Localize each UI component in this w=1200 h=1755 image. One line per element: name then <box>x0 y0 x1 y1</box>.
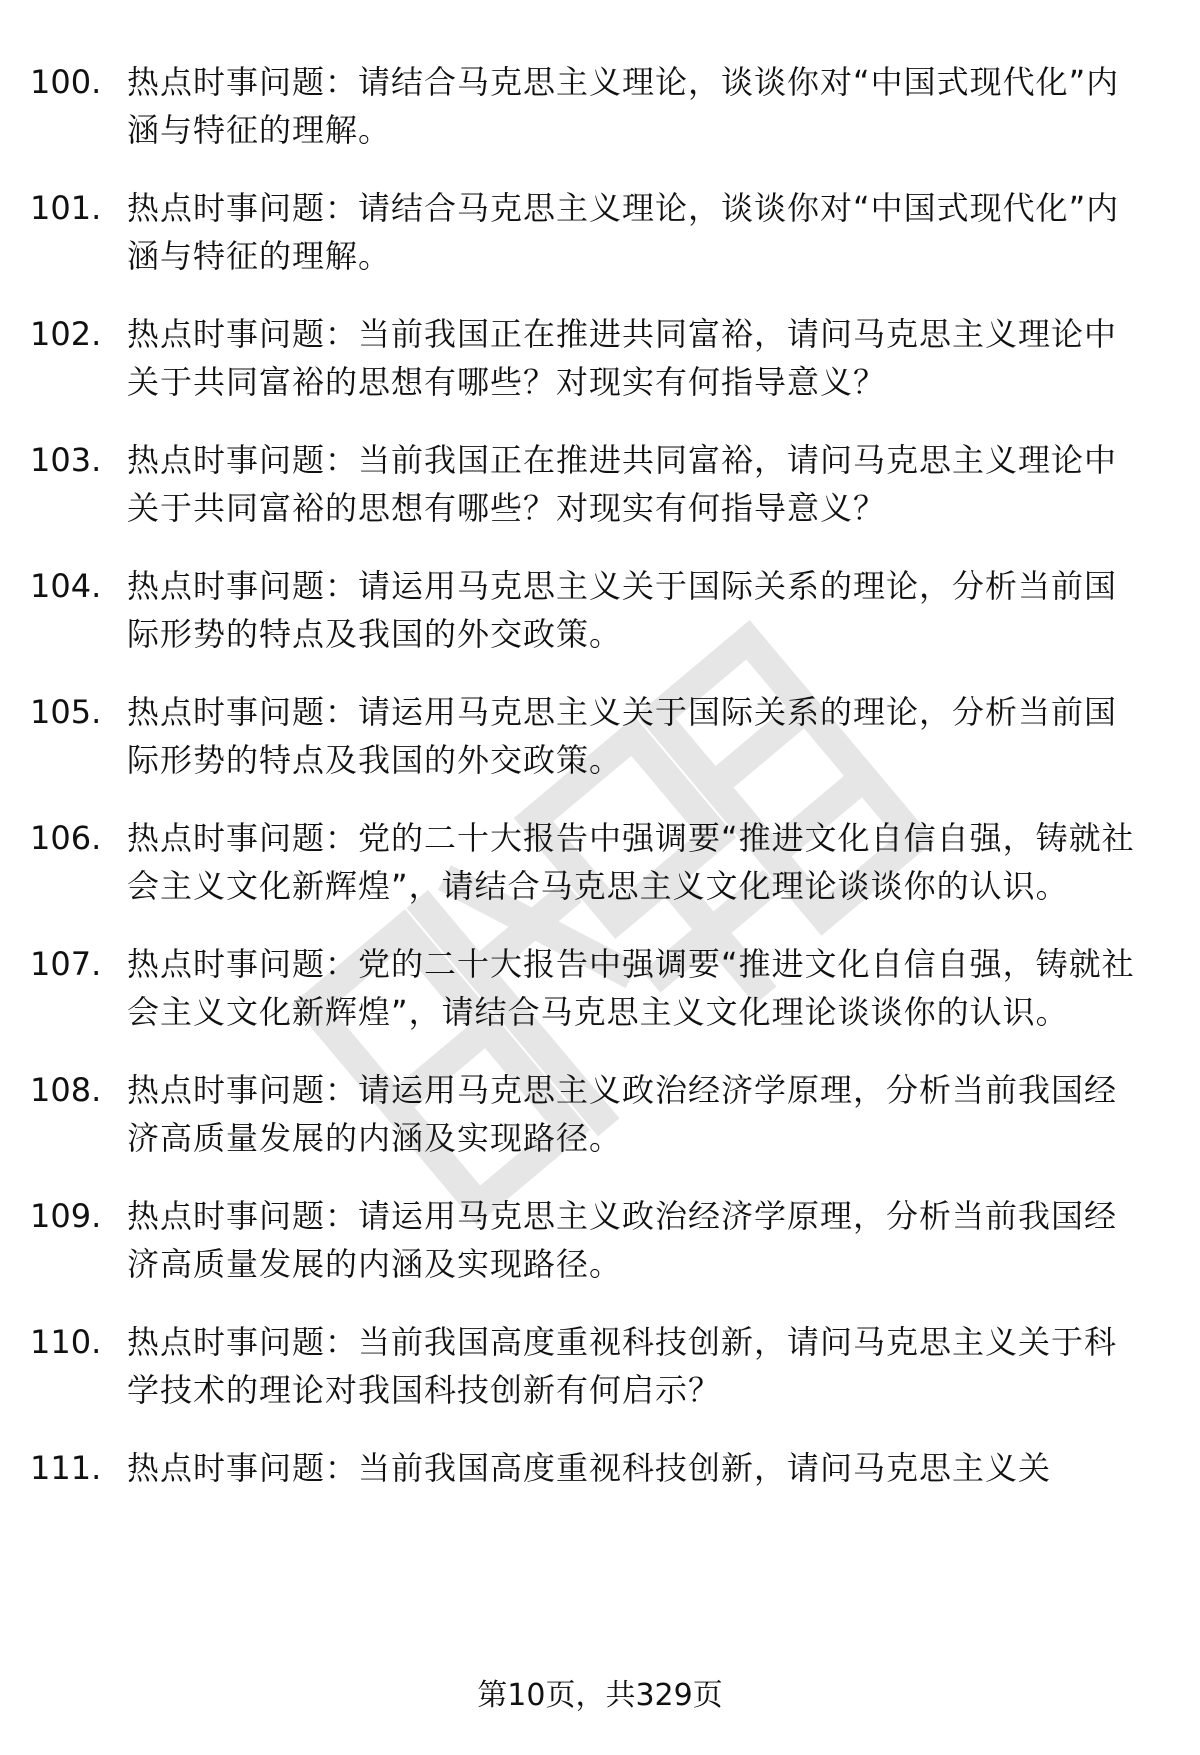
question-number: 109. <box>30 1197 102 1235</box>
question-number: 108. <box>30 1071 102 1109</box>
question-number: 110. <box>30 1323 102 1361</box>
question-number: 106. <box>30 819 102 857</box>
question-text: 热点时事问题：请运用马克思主义政治经济学原理，分析当前我国经济高质量发展的内涵及实现路径。 <box>127 1197 1118 1283</box>
question-number: 101. <box>30 189 102 227</box>
question-item <box>0 1444 1200 1492</box>
question-item <box>0 58 1200 154</box>
question-item <box>0 940 1200 1036</box>
question-text: 热点时事问题：党的二十大报告中强调要“推进文化自信自强，铸就社会主义文化新辉煌”，请结合马克思主义文化理论谈谈你的认识。 <box>127 819 1135 905</box>
question-number: 103. <box>30 441 102 479</box>
question-item <box>0 436 1200 532</box>
question-item <box>0 1318 1200 1414</box>
question-text: 热点时事问题：当前我国高度重视科技创新，请问马克思主义关于科学技术的理论对我国科技创新有何启示？ <box>127 1323 1118 1409</box>
question-number: 102. <box>30 315 102 353</box>
question-text: 热点时事问题：请运用马克思主义关于国际关系的理论，分析当前国际形势的特点及我国的外交政策。 <box>127 567 1118 653</box>
question-number: 105. <box>30 693 102 731</box>
question-number: 111. <box>30 1449 102 1487</box>
question-item <box>0 310 1200 406</box>
page-footer: 第10页，共329页 <box>477 1678 723 1713</box>
question-item <box>0 688 1200 784</box>
question-text: 热点时事问题：请运用马克思主义政治经济学原理，分析当前我国经济高质量发展的内涵及实现路径。 <box>127 1071 1118 1157</box>
question-text: 热点时事问题：当前我国正在推进共同富裕，请问马克思主义理论中关于共同富裕的思想有哪些？对现实有何指导意义？ <box>127 441 1118 527</box>
question-item <box>0 1192 1200 1288</box>
question-list <box>0 58 1200 1522</box>
question-item <box>0 1066 1200 1162</box>
question-item <box>0 184 1200 280</box>
question-text: 热点时事问题：党的二十大报告中强调要“推进文化自信自强，铸就社会主义文化新辉煌”，请结合马克思主义文化理论谈谈你的认识。 <box>127 945 1135 1031</box>
question-number: 104. <box>30 567 102 605</box>
question-text: 热点时事问题：请运用马克思主义关于国际关系的理论，分析当前国际形势的特点及我国的外交政策。 <box>127 693 1118 779</box>
question-number: 107. <box>30 945 102 983</box>
question-text: 热点时事问题：请结合马克思主义理论，谈谈你对“中国式现代化”内涵与特征的理解。 <box>127 63 1120 149</box>
question-text: 热点时事问题：请结合马克思主义理论，谈谈你对“中国式现代化”内涵与特征的理解。 <box>127 189 1120 275</box>
question-item <box>0 562 1200 658</box>
question-number: 100. <box>30 63 102 101</box>
question-item <box>0 814 1200 910</box>
question-text: 热点时事问题：当前我国正在推进共同富裕，请问马克思主义理论中关于共同富裕的思想有哪些？对现实有何指导意义？ <box>127 315 1118 401</box>
question-text: 热点时事问题：当前我国高度重视科技创新，请问马克思主义关 <box>127 1449 1052 1487</box>
